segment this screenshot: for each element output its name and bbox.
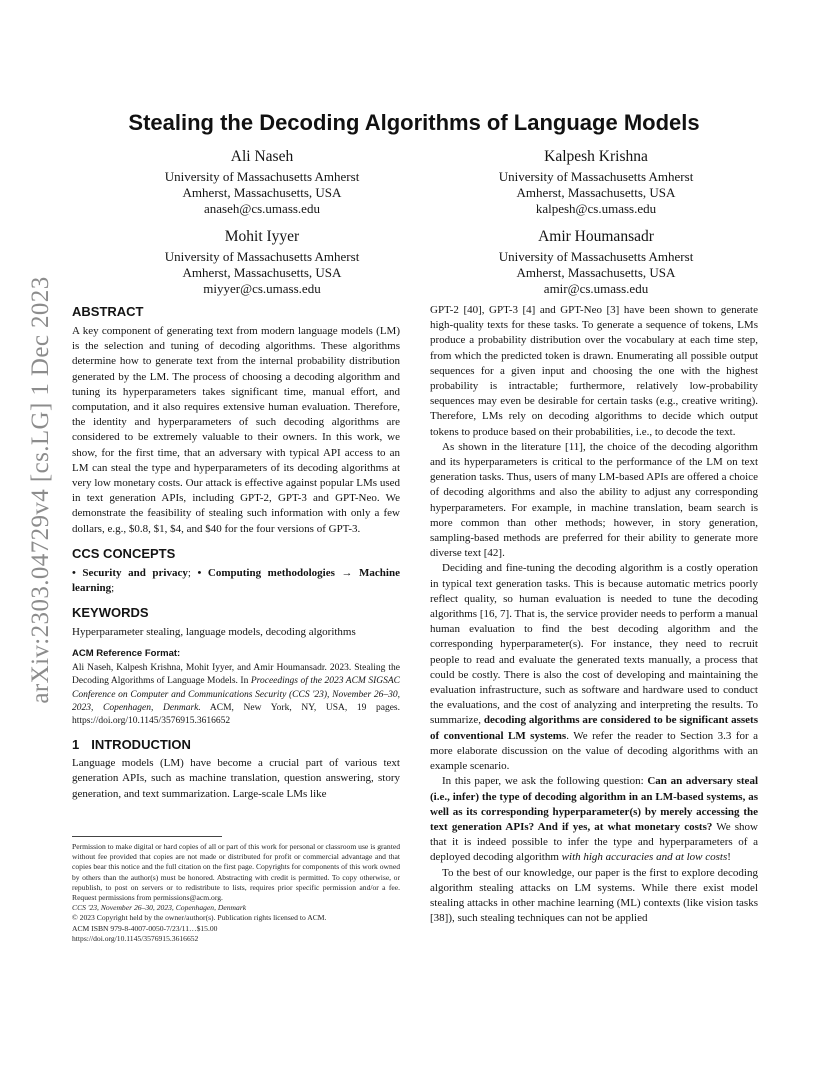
section-number: 1	[72, 736, 80, 752]
author-email: anaseh@cs.umass.edu	[204, 201, 320, 216]
isbn-line: ACM ISBN 979-8-4007-0050-7/23/11…$15.00	[72, 923, 218, 933]
intro-paragraph: Language models (LM) have become a crucial part of various text generation APIs, such as machine translation, question answering, story generation, and text summarization. Large-scale LMs like	[72, 757, 400, 800]
text-run: We show that it is indeed possible to infer the type and hyperparameters of a deployed decoding algorithm	[430, 820, 758, 864]
intro-paragraph: GPT-2 [40], GPT-3 [4] and GPT-Neo [3] have been shown to generate high-quality texts for these tasks. To generate a sequence of tokens, LMs produce a probability distribution over the vocabulary at each time step, from which the predicted token is drawn. Enumerating all possible output sequences for a given input and choosing the one with the highest probability is intractable; furthermore, relatively low-probability sequences may even be desirable for certain tasks (e.g., creative writing). Therefore, LMs rely on decoding algorithms to decide which output tokens to produce based on their probabilities, i.e., to decode the text.	[430, 304, 758, 438]
author-name: Mohit Iyyer	[224, 228, 300, 245]
ccs-concept: • Computing methodologies → Machine learning	[72, 566, 400, 595]
ccs-end: ;	[111, 582, 115, 595]
author-name: Amir Houmansadr	[538, 228, 654, 245]
copyright-line: © 2023 Copyright held by the owner/author(s). Publication rights licensed to ACM.	[72, 913, 327, 923]
author-email: kalpesh@cs.umass.edu	[535, 201, 657, 216]
author-affiliation: University of Massachusetts Amherst	[164, 249, 360, 264]
ccs-concept: • Security and privacy	[72, 566, 188, 579]
author-location: Amherst, Massachusetts, USA	[182, 185, 342, 200]
keywords-text: Hyperparameter stealing, language models, decoding algorithms	[72, 626, 356, 639]
italic-text: with high accuracies and at low costs	[561, 851, 728, 864]
acm-reference-text	[72, 662, 400, 729]
doi-line: https://doi.org/10.1145/3576915.3616652	[72, 933, 199, 943]
author-location: Amherst, Massachusetts, USA	[516, 185, 676, 200]
emphasis-text: Can an adversary steal (i.e., infer) the type of decoding algorithm in an LM-based systems, as well as its corresponding hyperparameter(s) by merely accessing the text generation APIs? And if yes, at what monetary costs?	[430, 775, 758, 833]
section-title: INTRODUCTION	[91, 736, 191, 752]
footnote	[72, 842, 400, 944]
ccs-heading: CCS CONCEPTS	[72, 545, 176, 561]
intro-paragraph	[430, 561, 758, 774]
ccs-concepts	[72, 566, 400, 596]
arxiv-stamp	[6, 276, 76, 704]
arxiv-stamp-text: arXiv:2303.04729v4 [cs.LG] 1 Dec 2023	[27, 276, 54, 704]
acm-reference	[72, 647, 400, 728]
author-email: amir@cs.umass.edu	[543, 281, 649, 296]
abstract-heading: ABSTRACT	[72, 304, 144, 319]
intro-paragraph	[430, 774, 758, 865]
acm-reference-part: ACM, New York, NY, USA, 19 pages. https://doi.org/10.1145/3576915.3616652	[72, 703, 400, 727]
author-block	[446, 227, 746, 297]
conference-text: CCS '23, November 26–30, 2023, Copenhagen, Denmark	[72, 903, 247, 913]
acm-reference-venue: Proceedings of the 2023 ACM SIGSAC Conference on Computer and Communications Security (CCS '23), November 26–30, 2023, Copenhagen, Denmark.	[72, 676, 400, 714]
author-block	[446, 147, 746, 217]
ccs-separator: ;	[187, 566, 198, 579]
author-name: Kalpesh Krishna	[544, 148, 648, 165]
permission-notice: Permission to make digital or hard copies of all or part of this work for personal or classroom use is granted without fee provided that copies are not made or distributed for profit or commercial advantage and that copies bear this notice and the full citation on the first page. Copyrights for components of this work owned by others than the author(s) must be honored. Abstracting with credit is permitted. To copy otherwise, or republish, to post on servers or to redistribute to lists, requires prior specific permission and/or a fee. Request permissions from permissions@acm.org.	[72, 842, 400, 903]
intro-paragraph: To the best of our knowledge, our paper is the first to explore decoding algorithm stealing attacks on LM systems. While there exist model stealing attacks in other machine learning (ML) contexts (like vision tasks [38]), such stealing techniques can not be applied	[430, 866, 758, 925]
left-column	[72, 303, 400, 802]
author-affiliation: University of Massachusetts Amherst	[498, 169, 694, 184]
text-run: !	[727, 851, 731, 864]
text-run: In this paper, we ask the following question:	[442, 775, 648, 788]
abstract-text: A key component of generating text from modern language models (LM) is the selection and tuning of decoding algorithms. These algorithms determine how to generate text from the internal probability distribution generated by the LM. The process of choosing a decoding algorithm and tuning its hyperparameters takes significant time, manual effort, and computation, and it also requires extensive human evaluation. Therefore, the identity and hyperparameters of such decoding algorithms are considered to be extremely valuable to their owners. In this work, we show, for the first time, that an adversary with typical API access to an LM can steal the type and hyperparameters of its decoding algorithms at very low monetary costs. Our attack is effective against popular LMs used in text generation APIs, including GPT-2, GPT-3 and GPT-Neo. We demonstrate the feasibility of stealing such information with only a few dollars, e.g., $0.8, $1, $4, and $40 for the four versions of GPT-3.	[72, 325, 400, 535]
author-affiliation: University of Massachusetts Amherst	[164, 169, 360, 184]
acm-reference-heading: ACM Reference Format:	[72, 648, 181, 660]
author-affiliation: University of Massachusetts Amherst	[498, 249, 694, 264]
author-name: Ali Naseh	[230, 148, 294, 165]
conference-line	[72, 903, 400, 913]
paper-title: Stealing the Decoding Algorithms of Language Models	[128, 110, 700, 135]
keywords-heading: KEYWORDS	[72, 605, 149, 621]
author-block	[112, 227, 412, 297]
right-column	[430, 303, 758, 926]
text-run: . We refer the reader to Section 3.3 for a more elaborate discussion on the value of decoding algorithms with an example scenario.	[430, 729, 758, 773]
author-block	[112, 147, 412, 217]
intro-paragraph: As shown in the literature [11], the choice of the decoding algorithm and its hyperparameters is critical to the performance of the LM on text generation tasks. Thus, users of many LM-based APIs are offered a choice of decoding algorithms and also the ability to adjust any corresponding hyperparameters. For example, in machine translation, beam search is more common than other methods; however, in story generation, sampling-based methods are preferred for their ability to generate more diverse text [42].	[430, 440, 758, 560]
author-location: Amherst, Massachusetts, USA	[516, 265, 676, 280]
author-location: Amherst, Massachusetts, USA	[182, 265, 342, 280]
acm-reference-part: Ali Naseh, Kalpesh Krishna, Mohit Iyyer, and Amir Houmansadr. 2023. Stealing the Decoding Algorithms of Language Models. In	[72, 662, 400, 687]
introduction-heading	[72, 737, 400, 752]
author-email: miyyer@cs.umass.edu	[203, 281, 321, 296]
emphasis-text: decoding algorithms are considered to be significant assets of conventional LM systems	[430, 714, 758, 742]
text-run: Deciding and fine-tuning the decoding algorithm is a costly operation in typical text generation tasks. This is because automatic metrics poorly reflect quality, so human evaluation is needed to tune the decoding algorithms [16, 7]. That is, the service provider needs to perform a manual human evaluation to find the best decoding algorithm and the corresponding hyperparameter(s). For instance, they need to recruit people to read and evaluate the generated texts manually, a process that could be costly. There is also the cost of developing and maintaining the evaluation infrastructure, such as software and hardware used to conduct the evaluations, and the cost of analyzing and interpreting the results. To summarize,	[430, 562, 758, 727]
footnote-rule	[72, 836, 222, 837]
